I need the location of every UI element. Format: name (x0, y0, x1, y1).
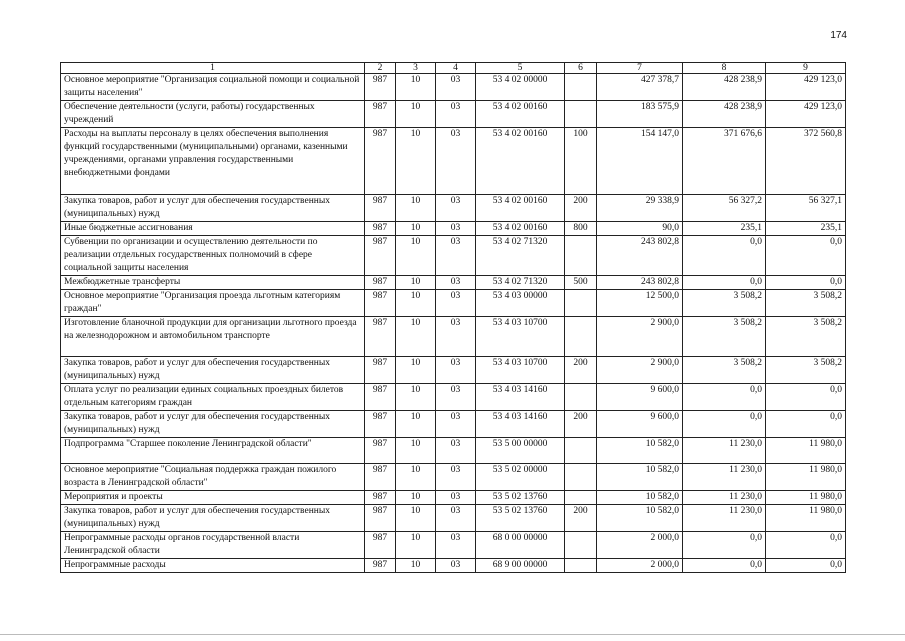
row-name: Подпрограмма "Старшее поколение Ленинградской области" (61, 438, 365, 464)
row-chapter: 987 (365, 505, 396, 532)
row-subsection: 03 (436, 74, 476, 101)
row-value-2024: 3 508,2 (683, 357, 766, 384)
budget-table (60, 62, 846, 573)
row-name: Расходы на выплаты персоналу в целях обеспечения выполнения функций государственными (муниципальными) органами, казенными учреждениями, органами управления государственными внебюджетными фондами (61, 128, 365, 195)
table-row (61, 464, 846, 491)
row-chapter: 987 (365, 438, 396, 464)
table-row (61, 195, 846, 222)
row-name: Закупка товаров, работ и услуг для обеспечения государственных (муниципальных) нужд (61, 411, 365, 438)
row-subsection: 03 (436, 491, 476, 505)
table-row (61, 101, 846, 128)
row-expense-type (565, 236, 597, 276)
row-value-2025: 3 508,2 (766, 357, 846, 384)
row-target-code: 53 4 03 00000 (476, 290, 565, 317)
row-subsection: 03 (436, 101, 476, 128)
row-name: Обеспечение деятельности (услуги, работы) государственных учреждений (61, 101, 365, 128)
header-row (61, 63, 846, 74)
row-value-2024: 371 676,6 (683, 128, 766, 195)
row-section: 10 (396, 559, 436, 573)
row-value-2024: 0,0 (683, 236, 766, 276)
table-row (61, 276, 846, 290)
table-row (61, 438, 846, 464)
row-value-2025: 11 980,0 (766, 505, 846, 532)
row-value-2024: 56 327,2 (683, 195, 766, 222)
row-expense-type: 200 (565, 505, 597, 532)
row-value-2025: 0,0 (766, 532, 846, 559)
row-section: 10 (396, 74, 436, 101)
row-target-code: 53 4 03 14160 (476, 411, 565, 438)
row-value-2023: 10 582,0 (597, 464, 683, 491)
row-value-2024: 0,0 (683, 276, 766, 290)
row-expense-type: 200 (565, 411, 597, 438)
row-name: Оплата услуг по реализации единых социальных проездных билетов отдельным категориям граждан (61, 384, 365, 411)
row-value-2024: 11 230,0 (683, 438, 766, 464)
table-row (61, 505, 846, 532)
row-expense-type (565, 464, 597, 491)
row-chapter: 987 (365, 532, 396, 559)
row-target-code: 53 4 02 00000 (476, 74, 565, 101)
row-value-2024: 0,0 (683, 411, 766, 438)
row-name: Субвенции по организации и осуществлению деятельности по реализации отдельных государственных полномочий в сфере социальной защиты населения (61, 236, 365, 276)
table-row (61, 74, 846, 101)
page-number: 174 (830, 30, 847, 41)
column-header: 9 (766, 63, 846, 74)
row-section: 10 (396, 276, 436, 290)
row-value-2025: 11 980,0 (766, 464, 846, 491)
row-name: Изготовление бланочной продукции для организации льготного проезда на железнодорожном и автомобильном транспорте (61, 317, 365, 357)
row-section: 10 (396, 357, 436, 384)
row-value-2024: 11 230,0 (683, 464, 766, 491)
row-section: 10 (396, 505, 436, 532)
row-value-2023: 90,0 (597, 222, 683, 236)
row-target-code: 53 4 02 00160 (476, 101, 565, 128)
row-value-2023: 427 378,7 (597, 74, 683, 101)
table-row (61, 317, 846, 357)
column-header: 4 (436, 63, 476, 74)
row-value-2025: 372 560,8 (766, 128, 846, 195)
row-subsection: 03 (436, 222, 476, 236)
row-value-2023: 183 575,9 (597, 101, 683, 128)
row-subsection: 03 (436, 276, 476, 290)
row-value-2025: 235,1 (766, 222, 846, 236)
row-name: Иные бюджетные ассигнования (61, 222, 365, 236)
row-value-2025: 429 123,0 (766, 101, 846, 128)
row-value-2024: 0,0 (683, 384, 766, 411)
row-subsection: 03 (436, 357, 476, 384)
row-section: 10 (396, 464, 436, 491)
row-chapter: 987 (365, 317, 396, 357)
row-subsection: 03 (436, 128, 476, 195)
row-name: Закупка товаров, работ и услуг для обеспечения государственных (муниципальных) нужд (61, 357, 365, 384)
row-chapter: 987 (365, 236, 396, 276)
row-expense-type (565, 532, 597, 559)
table-row (61, 532, 846, 559)
row-section: 10 (396, 195, 436, 222)
row-subsection: 03 (436, 505, 476, 532)
row-section: 10 (396, 101, 436, 128)
table-row (61, 384, 846, 411)
row-value-2024: 11 230,0 (683, 491, 766, 505)
column-header: 5 (476, 63, 565, 74)
row-expense-type: 100 (565, 128, 597, 195)
row-section: 10 (396, 290, 436, 317)
row-value-2023: 10 582,0 (597, 438, 683, 464)
row-target-code: 53 4 03 10700 (476, 317, 565, 357)
row-value-2023: 10 582,0 (597, 505, 683, 532)
row-name: Межбюджетные трансферты (61, 276, 365, 290)
column-header: 6 (565, 63, 597, 74)
table-row (61, 491, 846, 505)
row-value-2025: 0,0 (766, 276, 846, 290)
row-value-2024: 3 508,2 (683, 317, 766, 357)
row-value-2023: 9 600,0 (597, 384, 683, 411)
row-name: Непрограммные расходы органов государственной власти Ленинградской области (61, 532, 365, 559)
row-expense-type (565, 74, 597, 101)
row-target-code: 53 4 02 71320 (476, 236, 565, 276)
row-expense-type (565, 384, 597, 411)
row-subsection: 03 (436, 384, 476, 411)
row-section: 10 (396, 384, 436, 411)
row-value-2024: 428 238,9 (683, 74, 766, 101)
row-chapter: 987 (365, 357, 396, 384)
row-chapter: 987 (365, 384, 396, 411)
row-value-2023: 243 802,8 (597, 236, 683, 276)
row-value-2024: 0,0 (683, 532, 766, 559)
row-subsection: 03 (436, 317, 476, 357)
row-value-2023: 2 900,0 (597, 357, 683, 384)
row-value-2024: 428 238,9 (683, 101, 766, 128)
table-row (61, 222, 846, 236)
row-value-2025: 0,0 (766, 559, 846, 573)
row-expense-type (565, 438, 597, 464)
row-value-2023: 2 900,0 (597, 317, 683, 357)
row-value-2023: 10 582,0 (597, 491, 683, 505)
row-chapter: 987 (365, 74, 396, 101)
row-subsection: 03 (436, 464, 476, 491)
row-expense-type: 200 (565, 195, 597, 222)
row-section: 10 (396, 438, 436, 464)
row-expense-type (565, 559, 597, 573)
row-value-2024: 235,1 (683, 222, 766, 236)
row-value-2023: 9 600,0 (597, 411, 683, 438)
row-value-2025: 3 508,2 (766, 290, 846, 317)
row-value-2025: 11 980,0 (766, 491, 846, 505)
row-target-code: 53 4 02 00160 (476, 195, 565, 222)
row-expense-type (565, 491, 597, 505)
row-value-2023: 29 338,9 (597, 195, 683, 222)
row-name: Основное мероприятие "Организация проезда льготным категориям граждан" (61, 290, 365, 317)
row-expense-type: 200 (565, 357, 597, 384)
row-chapter: 987 (365, 559, 396, 573)
row-value-2025: 3 508,2 (766, 317, 846, 357)
row-value-2023: 12 500,0 (597, 290, 683, 317)
row-chapter: 987 (365, 491, 396, 505)
row-chapter: 987 (365, 276, 396, 290)
row-chapter: 987 (365, 128, 396, 195)
row-name: Мероприятия и проекты (61, 491, 365, 505)
row-value-2025: 0,0 (766, 384, 846, 411)
row-target-code: 53 5 02 00000 (476, 464, 565, 491)
row-target-code: 53 5 02 13760 (476, 491, 565, 505)
row-target-code: 68 0 00 00000 (476, 532, 565, 559)
row-value-2023: 243 802,8 (597, 276, 683, 290)
row-name: Основное мероприятие "Организация социальной помощи и социальной защиты населения" (61, 74, 365, 101)
row-value-2025: 429 123,0 (766, 74, 846, 101)
row-target-code: 53 5 02 13760 (476, 505, 565, 532)
column-header: 7 (597, 63, 683, 74)
row-chapter: 987 (365, 195, 396, 222)
row-section: 10 (396, 491, 436, 505)
row-section: 10 (396, 222, 436, 236)
row-subsection: 03 (436, 195, 476, 222)
row-value-2024: 3 508,2 (683, 290, 766, 317)
row-section: 10 (396, 128, 436, 195)
row-name: Основное мероприятие "Социальная поддержка граждан пожилого возраста в Ленинградской области" (61, 464, 365, 491)
row-target-code: 53 4 03 14160 (476, 384, 565, 411)
row-chapter: 987 (365, 222, 396, 236)
row-chapter: 987 (365, 290, 396, 317)
row-name: Непрограммные расходы (61, 559, 365, 573)
table-row (61, 236, 846, 276)
row-subsection: 03 (436, 236, 476, 276)
row-expense-type: 800 (565, 222, 597, 236)
column-header: 2 (365, 63, 396, 74)
table-row (61, 128, 846, 195)
row-target-code: 53 4 02 00160 (476, 128, 565, 195)
row-expense-type: 500 (565, 276, 597, 290)
row-section: 10 (396, 532, 436, 559)
row-target-code: 53 4 03 10700 (476, 357, 565, 384)
column-header: 1 (61, 63, 365, 74)
row-subsection: 03 (436, 559, 476, 573)
row-chapter: 987 (365, 464, 396, 491)
row-subsection: 03 (436, 438, 476, 464)
table-row (61, 357, 846, 384)
table-row (61, 290, 846, 317)
row-value-2025: 0,0 (766, 411, 846, 438)
row-target-code: 68 9 00 00000 (476, 559, 565, 573)
row-expense-type (565, 317, 597, 357)
row-chapter: 987 (365, 411, 396, 438)
row-expense-type (565, 101, 597, 128)
row-chapter: 987 (365, 101, 396, 128)
row-subsection: 03 (436, 290, 476, 317)
row-value-2025: 56 327,1 (766, 195, 846, 222)
row-value-2023: 2 000,0 (597, 532, 683, 559)
row-section: 10 (396, 236, 436, 276)
row-value-2023: 2 000,0 (597, 559, 683, 573)
row-value-2025: 0,0 (766, 236, 846, 276)
row-name: Закупка товаров, работ и услуг для обеспечения государственных (муниципальных) нужд (61, 195, 365, 222)
table-row (61, 411, 846, 438)
row-target-code: 53 5 00 00000 (476, 438, 565, 464)
row-value-2024: 11 230,0 (683, 505, 766, 532)
row-name: Закупка товаров, работ и услуг для обеспечения государственных (муниципальных) нужд (61, 505, 365, 532)
row-section: 10 (396, 317, 436, 357)
row-value-2024: 0,0 (683, 559, 766, 573)
row-value-2023: 154 147,0 (597, 128, 683, 195)
row-target-code: 53 4 02 00160 (476, 222, 565, 236)
table-row (61, 559, 846, 573)
row-value-2025: 11 980,0 (766, 438, 846, 464)
row-section: 10 (396, 411, 436, 438)
row-subsection: 03 (436, 411, 476, 438)
row-subsection: 03 (436, 532, 476, 559)
column-header: 3 (396, 63, 436, 74)
column-header: 8 (683, 63, 766, 74)
row-target-code: 53 4 02 71320 (476, 276, 565, 290)
row-expense-type (565, 290, 597, 317)
